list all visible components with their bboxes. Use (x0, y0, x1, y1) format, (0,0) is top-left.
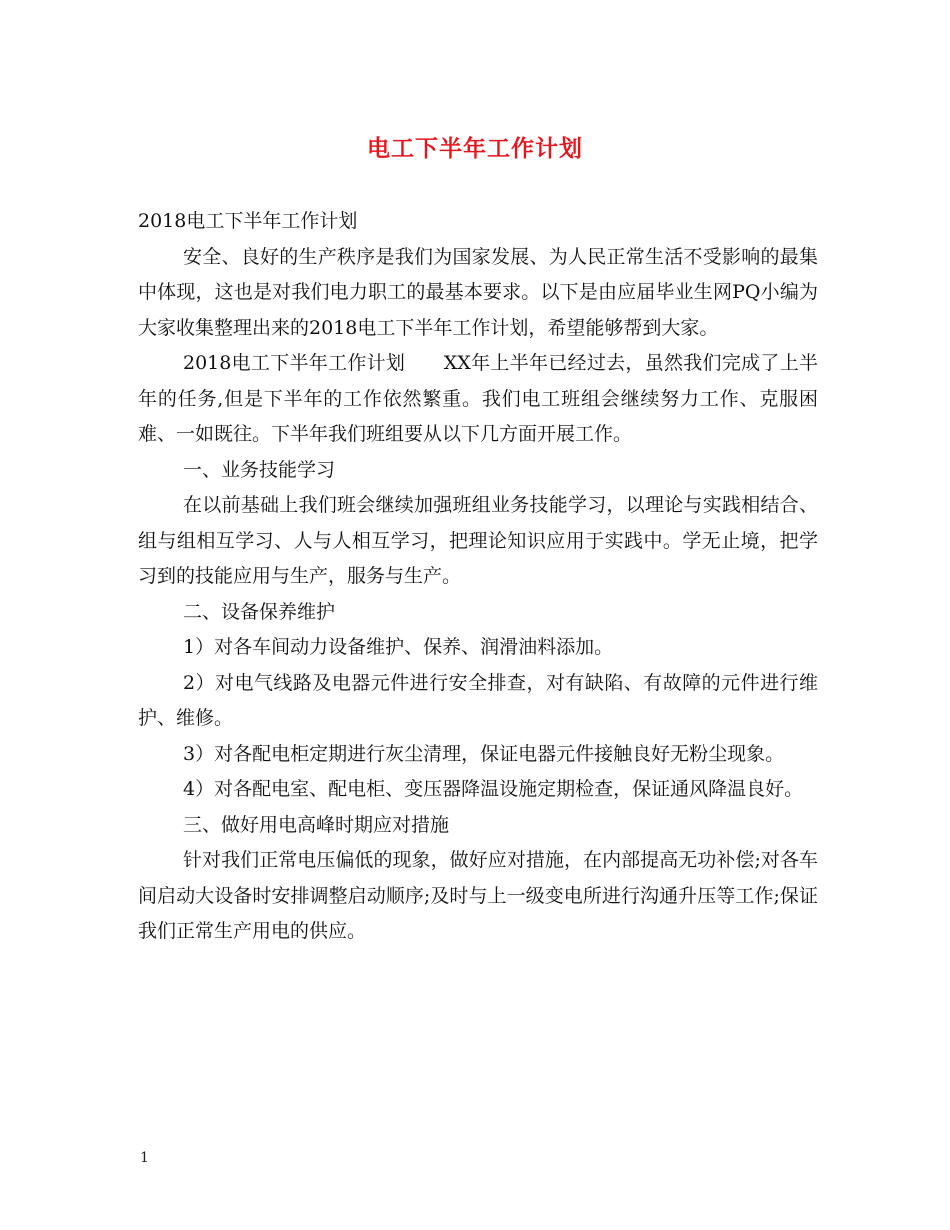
plan-paragraph: 2018电工下半年工作计划 XX年上半年已经过去，虽然我们完成了上半年的任务,但是下半年的工作依然繁重。我们电工班组会继续努力工作、克服困难、一如既往。下半年我们班组要从以下几方面开展工作。 (138, 352, 818, 445)
maintenance-item-4: 4）对各配电室、配电柜、变压器降温设施定期检查，保证通风降温良好。 (183, 778, 804, 800)
page-number: 1 (140, 1150, 149, 1166)
subtitle-paragraph: 2018电工下半年工作计划 (138, 210, 358, 232)
skills-paragraph: 在以前基础上我们班会继续加强班组业务技能学习，以理论与实践相结合、组与组相互学习、人与人相互学习，把理论知识应用于实践中。学无止境，把学习到的技能应用与生产，服务与生产。 (138, 494, 818, 587)
document-body (138, 204, 818, 950)
peak-paragraph: 针对我们正常电压偏低的现象，做好应对措施，在内部提高无功补偿;对各车间启动大设备时安排调整启动顺序;及时与上一级变电所进行沟通升压等工作;保证我们正常生产用电的供应。 (138, 849, 818, 942)
maintenance-item-3: 3）对各配电柜定期进行灰尘清理，保证电器元件接触良好无粉尘现象。 (183, 742, 785, 765)
intro-paragraph: 安全、良好的生产秩序是我们为国家发展、为人民正常生活不受影响的最集中体现，这也是对我们电力职工的最基本要求。以下是由应届毕业生网PQ小编为大家收集整理出来的2018电工下半年工作计划，希望能够帮到大家。 (138, 245, 818, 339)
section-heading-peak: 三、做好用电高峰时期应对措施 (183, 813, 450, 836)
maintenance-item-2: 2）对电气线路及电器元件进行安全排查，对有缺陷、有故障的元件进行维护、维修。 (138, 671, 818, 729)
maintenance-item-1: 1）对各车间动力设备维护、保养、润滑油料添加。 (183, 636, 614, 658)
section-heading-skills: 一、业务技能学习 (183, 458, 336, 481)
section-heading-maintenance: 二、设备保养维护 (183, 600, 336, 623)
document-title: 电工下半年工作计划 (367, 136, 583, 162)
